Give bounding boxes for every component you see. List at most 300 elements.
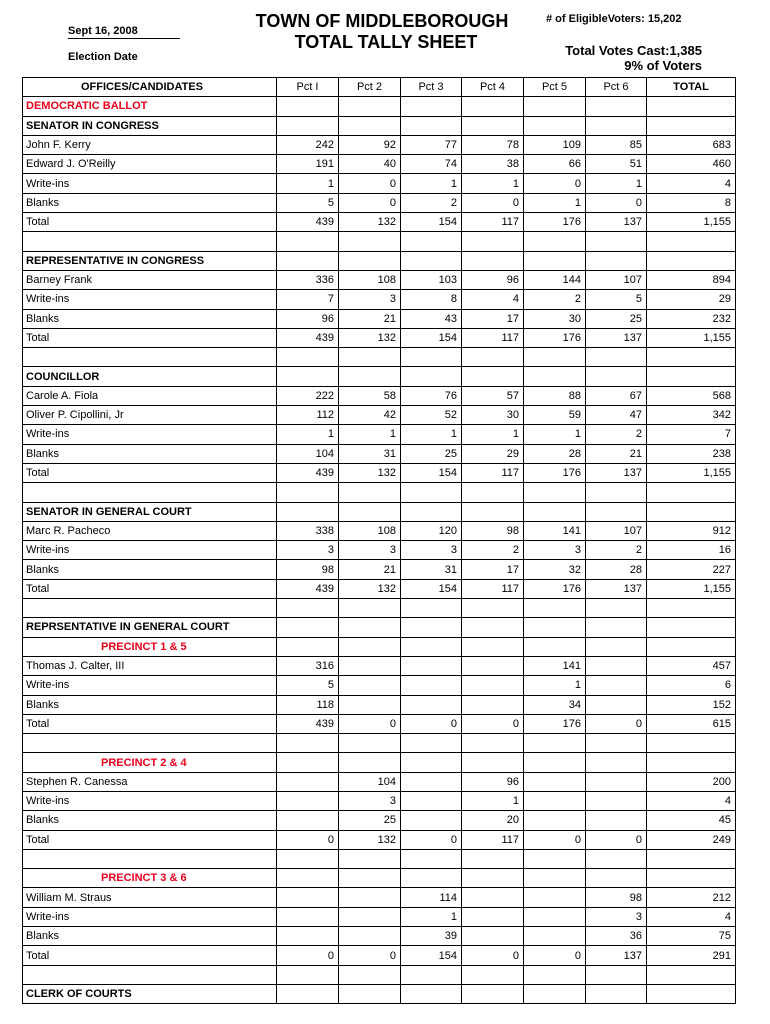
total-cell: 75 [647,927,736,946]
precinct-cell [462,656,524,675]
row-label: Carole A. Fiola [23,386,277,405]
precinct-cell [401,791,462,810]
empty-cell [462,599,524,618]
precinct-cell [586,772,647,791]
empty-cell [586,734,647,753]
row-label: Total [23,830,277,849]
table-row [23,135,736,154]
precinct-cell: 1 [462,425,524,444]
row-label: Blanks [23,560,277,579]
empty-cell [339,232,401,251]
empty-cell [277,251,339,270]
empty-cell [524,734,586,753]
precinct-cell: 191 [277,155,339,174]
precinct-cell [462,927,524,946]
precinct-cell: 0 [524,174,586,193]
spacer-row [23,599,736,618]
precinct-cell: 154 [401,463,462,482]
empty-cell [524,869,586,888]
precinct-cell: 2 [586,541,647,560]
precinct-cell: 132 [339,830,401,849]
precinct-cell: 103 [401,270,462,289]
precinct-cell [277,927,339,946]
precinct-cell: 316 [277,656,339,675]
empty-cell [339,502,401,521]
row-label: Edward J. O'Reilly [23,155,277,174]
empty-cell [462,965,524,984]
empty-cell [277,483,339,502]
total-cell: 232 [647,309,736,328]
table-row [23,386,736,405]
precinct-cell: 176 [524,463,586,482]
section-row [23,984,736,1003]
precinct-subheading: PRECINCT 1 & 5 [23,637,277,656]
precinct-cell: 98 [277,560,339,579]
table-row [23,328,736,347]
col-header-pct5: Pct 5 [524,78,586,97]
precinct-cell: 3 [277,541,339,560]
precinct-cell: 67 [586,386,647,405]
row-label: Total [23,463,277,482]
precinct-cell: 4 [462,290,524,309]
precinct-cell: 137 [586,328,647,347]
precinct-cell: 336 [277,270,339,289]
precinct-cell: 0 [401,830,462,849]
empty-cell [586,348,647,367]
empty-cell [524,116,586,135]
precinct-cell: 58 [339,386,401,405]
row-label: Write-ins [23,425,277,444]
empty-cell [647,637,736,656]
precinct-cell: 0 [401,714,462,733]
precinct-cell: 17 [462,309,524,328]
precinct-cell: 7 [277,290,339,309]
tally-table [22,77,736,1004]
precinct-cell: 2 [462,541,524,560]
table-row [23,791,736,810]
precinct-cell: 74 [401,155,462,174]
empty-cell [401,232,462,251]
empty-cell [401,637,462,656]
empty-cell [462,637,524,656]
table-row [23,155,736,174]
precinct-cell: 3 [339,541,401,560]
precinct-cell: 20 [462,811,524,830]
empty-cell [462,502,524,521]
total-cell: 212 [647,888,736,907]
empty-cell [462,618,524,637]
precinct-cell: 43 [401,309,462,328]
empty-cell [401,251,462,270]
precinct-cell: 52 [401,406,462,425]
section-title: SENATOR IN CONGRESS [23,116,277,135]
empty-cell [23,232,277,251]
table-row [23,830,736,849]
subsection-row [23,869,736,888]
precinct-cell: 47 [586,406,647,425]
precinct-cell: 117 [462,328,524,347]
empty-cell [462,849,524,868]
empty-cell [339,251,401,270]
precinct-cell: 30 [462,406,524,425]
empty-cell [462,753,524,772]
precinct-cell: 154 [401,946,462,965]
empty-cell [277,984,339,1003]
empty-cell [401,618,462,637]
spacer-row [23,232,736,251]
precinct-cell: 176 [524,714,586,733]
precinct-cell: 96 [462,270,524,289]
empty-cell [524,251,586,270]
precinct-cell: 32 [524,560,586,579]
row-label: Write-ins [23,174,277,193]
empty-cell [23,734,277,753]
precinct-cell: 96 [462,772,524,791]
precinct-cell: 117 [462,579,524,598]
spacer-row [23,849,736,868]
empty-cell [339,97,401,116]
precinct-cell: 77 [401,135,462,154]
table-row [23,174,736,193]
total-cell: 4 [647,174,736,193]
empty-cell [339,116,401,135]
precinct-cell: 104 [277,444,339,463]
empty-cell [401,367,462,386]
empty-cell [23,849,277,868]
empty-cell [401,483,462,502]
empty-cell [524,348,586,367]
row-label: Total [23,328,277,347]
precinct-cell: 108 [339,521,401,540]
precinct-cell: 1 [339,425,401,444]
precinct-cell: 25 [586,309,647,328]
precinct-cell: 132 [339,213,401,232]
empty-cell [277,599,339,618]
precinct-cell: 222 [277,386,339,405]
precinct-cell: 51 [586,155,647,174]
precinct-cell [524,907,586,926]
precinct-cell [524,811,586,830]
empty-cell [524,367,586,386]
empty-cell [277,753,339,772]
empty-cell [401,849,462,868]
precinct-cell [277,907,339,926]
precinct-cell: 1 [462,174,524,193]
empty-cell [524,965,586,984]
precinct-cell [462,907,524,926]
table-row [23,406,736,425]
empty-cell [647,251,736,270]
precinct-cell: 3 [339,791,401,810]
empty-cell [586,869,647,888]
precinct-cell [401,676,462,695]
total-cell: 683 [647,135,736,154]
precinct-cell [277,888,339,907]
empty-cell [401,965,462,984]
empty-cell [647,97,736,116]
empty-cell [586,599,647,618]
precinct-cell: 1 [524,193,586,212]
precinct-cell [462,676,524,695]
total-cell: 291 [647,946,736,965]
empty-cell [401,753,462,772]
empty-cell [586,116,647,135]
precinct-cell: 141 [524,521,586,540]
table-row [23,579,736,598]
precinct-cell: 40 [339,155,401,174]
precinct-cell: 34 [524,695,586,714]
precinct-cell: 0 [462,946,524,965]
table-row [23,560,736,579]
total-cell: 912 [647,521,736,540]
total-cell: 45 [647,811,736,830]
table-row [23,695,736,714]
precinct-cell: 76 [401,386,462,405]
precinct-cell: 108 [339,270,401,289]
precinct-cell [401,772,462,791]
row-label: Total [23,714,277,733]
empty-cell [277,367,339,386]
section-row [23,618,736,637]
empty-cell [23,965,277,984]
precinct-cell: 0 [586,714,647,733]
subsection-row [23,753,736,772]
row-label: Blanks [23,193,277,212]
precinct-cell: 132 [339,463,401,482]
table-row [23,907,736,926]
precinct-cell: 1 [401,425,462,444]
precinct-cell: 0 [339,714,401,733]
precinct-cell: 1 [524,676,586,695]
precinct-cell [339,676,401,695]
precinct-cell: 5 [586,290,647,309]
precinct-cell: 0 [462,193,524,212]
section-row [23,116,736,135]
table-row [23,888,736,907]
table-row [23,772,736,791]
precinct-cell: 29 [462,444,524,463]
precinct-cell: 17 [462,560,524,579]
row-label: Total [23,946,277,965]
empty-cell [462,232,524,251]
row-label: Total [23,213,277,232]
precinct-cell: 88 [524,386,586,405]
precinct-cell: 2 [524,290,586,309]
table-row [23,521,736,540]
spacer-row [23,483,736,502]
empty-cell [277,965,339,984]
table-row [23,714,736,733]
precinct-cell: 1 [277,174,339,193]
total-cell: 342 [647,406,736,425]
precinct-cell: 439 [277,463,339,482]
empty-cell [401,502,462,521]
precinct-cell: 25 [339,811,401,830]
precinct-cell: 137 [586,946,647,965]
empty-cell [524,502,586,521]
precinct-cell [586,676,647,695]
section-title: REPRESENTATIVE IN CONGRESS [23,251,277,270]
empty-cell [462,251,524,270]
total-cell: 152 [647,695,736,714]
col-header-pct4: Pct 4 [462,78,524,97]
precinct-cell [586,656,647,675]
total-cell: 1,155 [647,213,736,232]
row-label: Stephen R. Canessa [23,772,277,791]
precinct-cell: 0 [524,946,586,965]
row-label: Write-ins [23,907,277,926]
precinct-cell [339,927,401,946]
precinct-cell: 132 [339,579,401,598]
precinct-cell: 118 [277,695,339,714]
precinct-cell: 59 [524,406,586,425]
precinct-cell: 112 [277,406,339,425]
col-header-pct2: Pct 2 [339,78,401,97]
precinct-cell: 3 [339,290,401,309]
precinct-cell: 117 [462,213,524,232]
precinct-cell [462,888,524,907]
empty-cell [339,637,401,656]
empty-cell [277,637,339,656]
precinct-cell: 132 [339,328,401,347]
empty-cell [339,599,401,618]
empty-cell [647,869,736,888]
row-label: Blanks [23,695,277,714]
empty-cell [339,367,401,386]
section-title: CLERK OF COURTS [23,984,277,1003]
precinct-cell: 3 [586,907,647,926]
precinct-cell [524,927,586,946]
page-subtitle: TOTAL TALLY SHEET [294,32,478,52]
precinct-cell: 117 [462,830,524,849]
section-row [23,367,736,386]
precinct-cell: 85 [586,135,647,154]
total-cell: 1,155 [647,463,736,482]
precinct-cell [339,907,401,926]
precinct-cell: 120 [401,521,462,540]
table-row [23,676,736,695]
table-row [23,309,736,328]
date-underline [68,38,180,39]
empty-cell [339,753,401,772]
precinct-cell: 1 [401,907,462,926]
precinct-cell: 98 [586,888,647,907]
table-row [23,444,736,463]
empty-cell [647,849,736,868]
precinct-cell: 0 [524,830,586,849]
empty-cell [524,599,586,618]
empty-cell [586,251,647,270]
row-label: William M. Straus [23,888,277,907]
precinct-cell: 21 [586,444,647,463]
table-row [23,927,736,946]
total-cell: 4 [647,907,736,926]
precinct-cell: 21 [339,309,401,328]
empty-cell [586,502,647,521]
total-cell: 227 [647,560,736,579]
total-cell: 200 [647,772,736,791]
total-cell: 7 [647,425,736,444]
precinct-cell: 96 [277,309,339,328]
empty-cell [462,734,524,753]
col-header-pct6: Pct 6 [586,78,647,97]
empty-cell [23,348,277,367]
row-label: Barney Frank [23,270,277,289]
total-cell: 16 [647,541,736,560]
empty-cell [647,232,736,251]
empty-cell [524,849,586,868]
empty-cell [524,637,586,656]
empty-cell [647,367,736,386]
empty-cell [586,753,647,772]
precinct-cell: 154 [401,328,462,347]
section-title: SENATOR IN GENERAL COURT [23,502,277,521]
precinct-cell: 1 [277,425,339,444]
precinct-cell: 78 [462,135,524,154]
row-label: Write-ins [23,676,277,695]
empty-cell [462,869,524,888]
empty-cell [647,965,736,984]
empty-cell [462,97,524,116]
precinct-cell: 109 [524,135,586,154]
empty-cell [586,618,647,637]
precinct-cell [339,695,401,714]
row-label: Blanks [23,309,277,328]
precinct-subheading: PRECINCT 2 & 4 [23,753,277,772]
spacer-row [23,965,736,984]
tally-body [23,116,736,1004]
precinct-cell: 2 [401,193,462,212]
empty-cell [586,97,647,116]
precinct-cell [277,811,339,830]
section-row [23,251,736,270]
empty-cell [277,869,339,888]
empty-cell [277,232,339,251]
precinct-cell: 0 [586,193,647,212]
total-cell: 238 [647,444,736,463]
precinct-cell: 107 [586,521,647,540]
total-votes-cast: Total Votes Cast:1,385 [565,43,702,58]
precinct-cell: 0 [586,830,647,849]
precinct-cell: 28 [524,444,586,463]
precinct-cell: 92 [339,135,401,154]
empty-cell [647,502,736,521]
total-cell: 8 [647,193,736,212]
empty-cell [647,984,736,1003]
election-date-label: Election Date [68,51,138,63]
precinct-cell: 144 [524,270,586,289]
precinct-cell: 107 [586,270,647,289]
empty-cell [401,97,462,116]
precinct-cell: 117 [462,463,524,482]
precinct-cell: 0 [339,946,401,965]
precinct-cell: 1 [524,425,586,444]
precinct-cell: 439 [277,714,339,733]
precinct-cell [524,772,586,791]
total-cell: 4 [647,791,736,810]
empty-cell [524,232,586,251]
table-row [23,425,736,444]
empty-cell [462,116,524,135]
empty-cell [401,984,462,1003]
precinct-cell: 1 [462,791,524,810]
precinct-cell: 154 [401,579,462,598]
row-label: Oliver P. Cipollini, Jr [23,406,277,425]
precinct-cell: 137 [586,463,647,482]
empty-cell [339,849,401,868]
precinct-cell: 0 [339,193,401,212]
precinct-cell: 42 [339,406,401,425]
